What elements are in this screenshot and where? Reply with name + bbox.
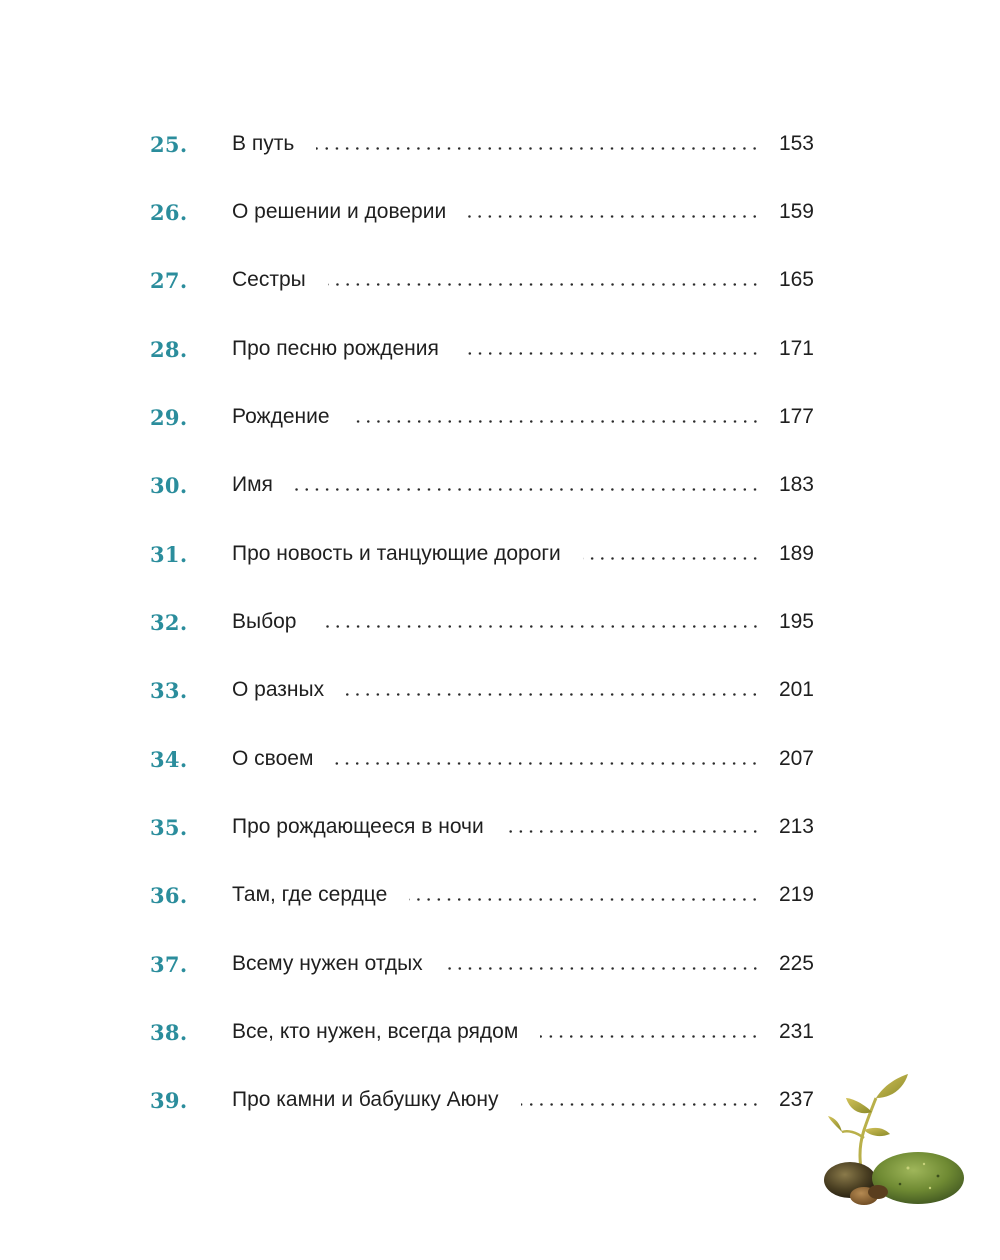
page-number: 171 <box>778 337 814 360</box>
chapter-title: Имя <box>232 473 273 496</box>
leader-dots <box>295 488 760 491</box>
chapter-number: 25. <box>150 131 188 157</box>
toc-entry[interactable] <box>150 739 814 779</box>
leader-dots <box>335 762 760 765</box>
chapter-number: 34. <box>150 746 188 772</box>
chapter-number: 33. <box>150 677 188 703</box>
page-number: 225 <box>778 952 814 975</box>
page-number: 219 <box>778 883 814 906</box>
chapter-number: 27. <box>150 267 188 293</box>
chapter-title: Всему нужен отдых <box>232 952 423 975</box>
chapter-title: Сестры <box>232 268 306 291</box>
toc-entry[interactable] <box>150 124 814 164</box>
leader-dots <box>316 147 760 150</box>
chapter-title: Про рождающееся в ночи <box>232 815 484 838</box>
toc-entry[interactable] <box>150 1012 814 1052</box>
leader-dots <box>352 420 760 423</box>
chapter-title: О разных <box>232 678 325 701</box>
chapter-title: Про камни и бабушку Аюну <box>232 1088 499 1111</box>
leader-dots <box>328 283 760 286</box>
toc-entry[interactable] <box>150 465 814 505</box>
page-number: 159 <box>778 200 814 223</box>
leader-dots <box>445 967 760 970</box>
toc-entry[interactable] <box>150 944 814 984</box>
chapter-title: О решении и доверии <box>232 200 447 223</box>
page-number: 177 <box>778 405 814 428</box>
leader-dots <box>540 1035 760 1038</box>
leader-dots <box>506 830 760 833</box>
toc-entry[interactable] <box>150 534 814 574</box>
chapter-title: Про новость и танцующие дороги <box>232 542 561 565</box>
leader-dots <box>468 215 760 218</box>
leader-dots <box>461 352 760 355</box>
page-number: 153 <box>778 132 814 155</box>
page-number: 195 <box>778 610 814 633</box>
chapter-title: В путь <box>232 132 295 155</box>
chapter-title: О своем <box>232 747 314 770</box>
leader-dots <box>346 693 760 696</box>
chapter-title: Выбор <box>232 610 297 633</box>
chapter-number: 28. <box>150 336 188 362</box>
chapter-title: Рождение <box>232 405 330 428</box>
chapter-number: 31. <box>150 541 188 567</box>
leader-dots <box>319 625 761 628</box>
toc-entry[interactable] <box>150 192 814 232</box>
chapter-number: 32. <box>150 609 188 635</box>
toc-entry[interactable] <box>150 807 814 847</box>
chapter-title: Про песню рождения <box>232 337 439 360</box>
chapter-number: 38. <box>150 1019 188 1045</box>
toc-entry[interactable] <box>150 260 814 300</box>
chapter-number: 37. <box>150 951 188 977</box>
chapter-number: 36. <box>150 882 188 908</box>
page-number: 201 <box>778 678 814 701</box>
toc-entry[interactable] <box>150 329 814 369</box>
leader-dots <box>521 1103 760 1106</box>
page-number: 213 <box>778 815 814 838</box>
leader-dots <box>409 898 760 901</box>
toc-entry[interactable] <box>150 1080 814 1120</box>
toc-entry[interactable] <box>150 670 814 710</box>
chapter-number: 30. <box>150 472 188 498</box>
chapter-number: 29. <box>150 404 188 430</box>
page-number: 165 <box>778 268 814 291</box>
page-number: 231 <box>778 1020 814 1043</box>
chapter-title: Там, где сердце <box>232 883 388 906</box>
chapter-title: Все, кто нужен, всегда рядом <box>232 1020 519 1043</box>
toc-entry[interactable] <box>150 397 814 437</box>
toc-entry[interactable] <box>150 875 814 915</box>
page-number: 183 <box>778 473 814 496</box>
page-number: 237 <box>778 1088 814 1111</box>
leader-dots <box>583 557 760 560</box>
chapter-number: 35. <box>150 814 188 840</box>
chapter-number: 26. <box>150 199 188 225</box>
chapter-number: 39. <box>150 1087 188 1113</box>
page-number: 207 <box>778 747 814 770</box>
sprout-on-stones-icon <box>820 1068 970 1208</box>
toc-entry[interactable] <box>150 602 814 642</box>
page-number: 189 <box>778 542 814 565</box>
